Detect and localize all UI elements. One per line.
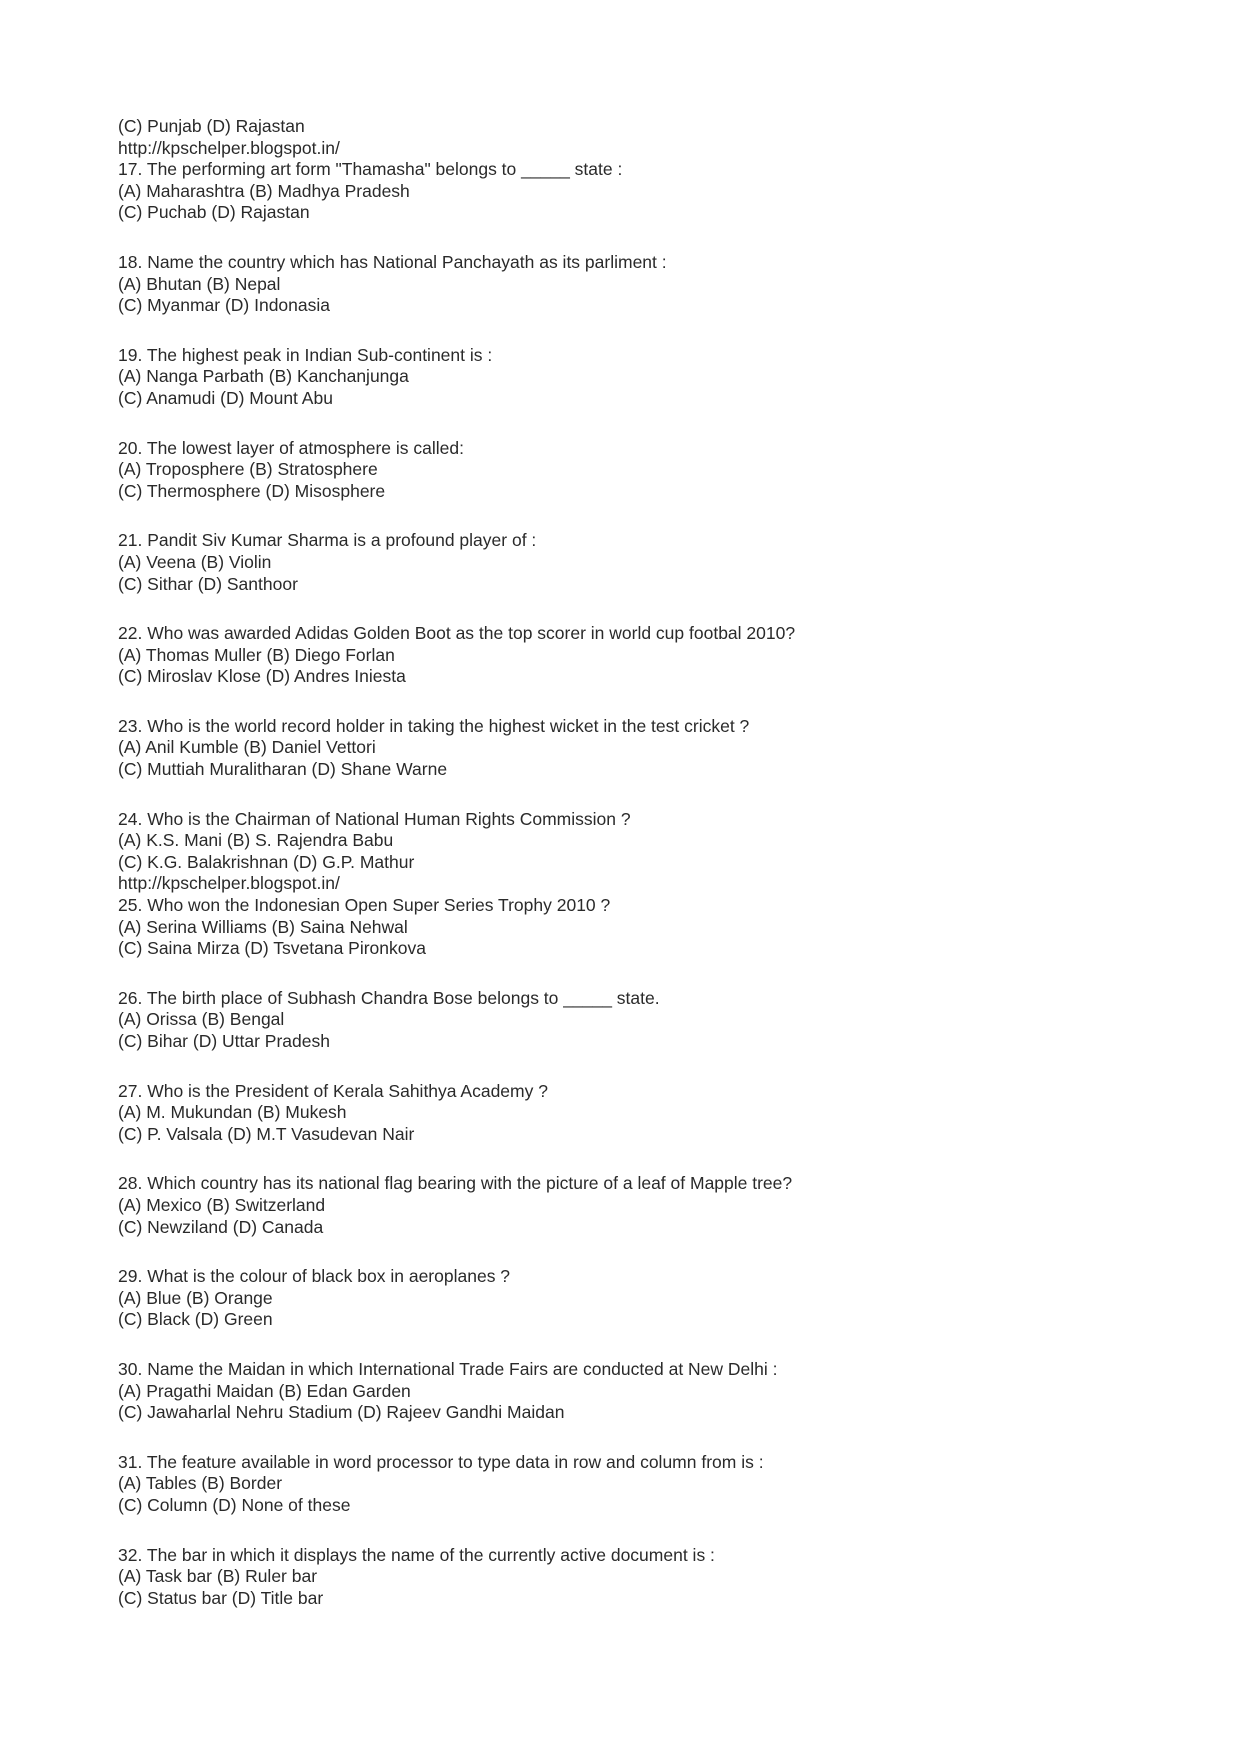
paragraph-gap bbox=[118, 1238, 795, 1266]
text-line: 29. What is the colour of black box in aeroplanes ? bbox=[118, 1266, 511, 1287]
text-line: (C) Miroslav Klose (D) Andres Iniesta bbox=[118, 666, 406, 687]
text-line: 32. The bar in which it displays the name of the currently active document is : bbox=[118, 1544, 715, 1565]
text-line: (A) Task bar (B) Ruler bar bbox=[118, 1566, 318, 1587]
text-line: 28. Which country has its national flag bearing with the picture of a leaf of Mapple tree? bbox=[118, 1173, 793, 1194]
text-line: (C) Status bar (D) Title bar bbox=[118, 1587, 324, 1608]
text-line: (C) P. Valsala (D) M.T Vasudevan Nair bbox=[118, 1123, 415, 1144]
paragraph-gap bbox=[118, 1517, 795, 1545]
text-line: (C) Column (D) None of these bbox=[118, 1494, 351, 1515]
text-line: (A) Maharashtra (B) Madhya Pradesh bbox=[118, 180, 410, 201]
text-line: (A) Nanga Parbath (B) Kanchanjunga bbox=[118, 366, 409, 387]
text-line: 31. The feature available in word processor to type data in row and column from is : bbox=[118, 1451, 764, 1472]
text-line: (A) Mexico (B) Switzerland bbox=[118, 1194, 326, 1215]
text-line: 17. The performing art form "Thamasha" belongs to _____ state : bbox=[118, 159, 623, 180]
text-line: (C) Saina Mirza (D) Tsvetana Pironkova bbox=[118, 938, 426, 959]
text-line: (A) Bhutan (B) Nepal bbox=[118, 273, 281, 294]
text-line: 26. The birth place of Subhash Chandra Bose belongs to _____ state. bbox=[118, 987, 660, 1008]
text-line: (A) Orissa (B) Bengal bbox=[118, 1009, 285, 1030]
text-line: (C) Myanmar (D) Indonasia bbox=[118, 295, 330, 316]
text-line: (A) Thomas Muller (B) Diego Forlan bbox=[118, 644, 395, 665]
text-line: 23. Who is the world record holder in taking the highest wicket in the test cricket ? bbox=[118, 715, 750, 736]
paragraph-gap bbox=[118, 781, 795, 809]
text-line: 21. Pandit Siv Kumar Sharma is a profound player of : bbox=[118, 530, 537, 551]
paragraph-gap bbox=[118, 1424, 795, 1452]
paragraph-gap bbox=[118, 224, 795, 252]
paragraph-gap bbox=[118, 960, 795, 988]
text-line: (A) M. Mukundan (B) Mukesh bbox=[118, 1102, 347, 1123]
text-line: 25. Who won the Indonesian Open Super Series Trophy 2010 ? bbox=[118, 895, 611, 916]
paragraph-gap bbox=[118, 1053, 795, 1081]
text-line: (C) Muttiah Muralitharan (D) Shane Warne bbox=[118, 759, 448, 780]
text-line: (C) Thermosphere (D) Misosphere bbox=[118, 480, 386, 501]
text-line: 18. Name the country which has National Panchayath as its parliment : bbox=[118, 251, 667, 272]
paragraph-gap bbox=[118, 688, 795, 716]
text-line: 19. The highest peak in Indian Sub-continent is : bbox=[118, 344, 493, 365]
text-line: (A) Serina Williams (B) Saina Nehwal bbox=[118, 916, 408, 937]
text-line: (A) Blue (B) Orange bbox=[118, 1287, 273, 1308]
text-line: 22. Who was awarded Adidas Golden Boot as the top scorer in world cup footbal 2010? bbox=[118, 623, 796, 644]
text-line: (A) Anil Kumble (B) Daniel Vettori bbox=[118, 737, 376, 758]
text-line: (C) K.G. Balakrishnan (D) G.P. Mathur bbox=[118, 851, 415, 872]
text-line: (C) Sithar (D) Santhoor bbox=[118, 573, 298, 594]
source-url-text: http://kpschelper.blogspot.in/ bbox=[118, 873, 340, 894]
paragraph-gap bbox=[118, 410, 795, 438]
text-line: (C) Anamudi (D) Mount Abu bbox=[118, 387, 333, 408]
text-line: (A) Veena (B) Violin bbox=[118, 551, 272, 572]
text-line: (A) K.S. Mani (B) S. Rajendra Babu bbox=[118, 830, 394, 851]
text-line: (A) Pragathi Maidan (B) Edan Garden bbox=[118, 1380, 411, 1401]
text-line: (C) Black (D) Green bbox=[118, 1309, 273, 1330]
text-line: 24. Who is the Chairman of National Human Rights Commission ? bbox=[118, 808, 631, 829]
text-line: (A) Tables (B) Border bbox=[118, 1473, 283, 1494]
text-line: 30. Name the Maidan in which International Trade Fairs are conducted at New Delhi : bbox=[118, 1358, 778, 1379]
text-line: (C) Newziland (D) Canada bbox=[118, 1216, 324, 1237]
text-line: (A) Troposphere (B) Stratosphere bbox=[118, 459, 378, 480]
text-line: (C) Jawaharlal Nehru Stadium (D) Rajeev Gandhi Maidan bbox=[118, 1402, 565, 1423]
paragraph-gap bbox=[118, 502, 795, 530]
source-url-text: http://kpschelper.blogspot.in/ bbox=[118, 137, 340, 158]
text-line: 27. Who is the President of Kerala Sahithya Academy ? bbox=[118, 1080, 548, 1101]
paragraph-gap bbox=[118, 1331, 795, 1359]
text-line: (C) Puchab (D) Rajastan bbox=[118, 202, 310, 223]
text-line: (C) Bihar (D) Uttar Pradesh bbox=[118, 1031, 330, 1051]
paragraph-gap bbox=[118, 595, 795, 623]
text-line: 20. The lowest layer of atmosphere is called: bbox=[118, 437, 464, 458]
document-page bbox=[118, 116, 795, 1609]
text-line: (C) Punjab (D) Rajastan bbox=[118, 116, 305, 136]
paragraph-gap bbox=[118, 317, 795, 345]
paragraph-gap bbox=[118, 1145, 795, 1173]
